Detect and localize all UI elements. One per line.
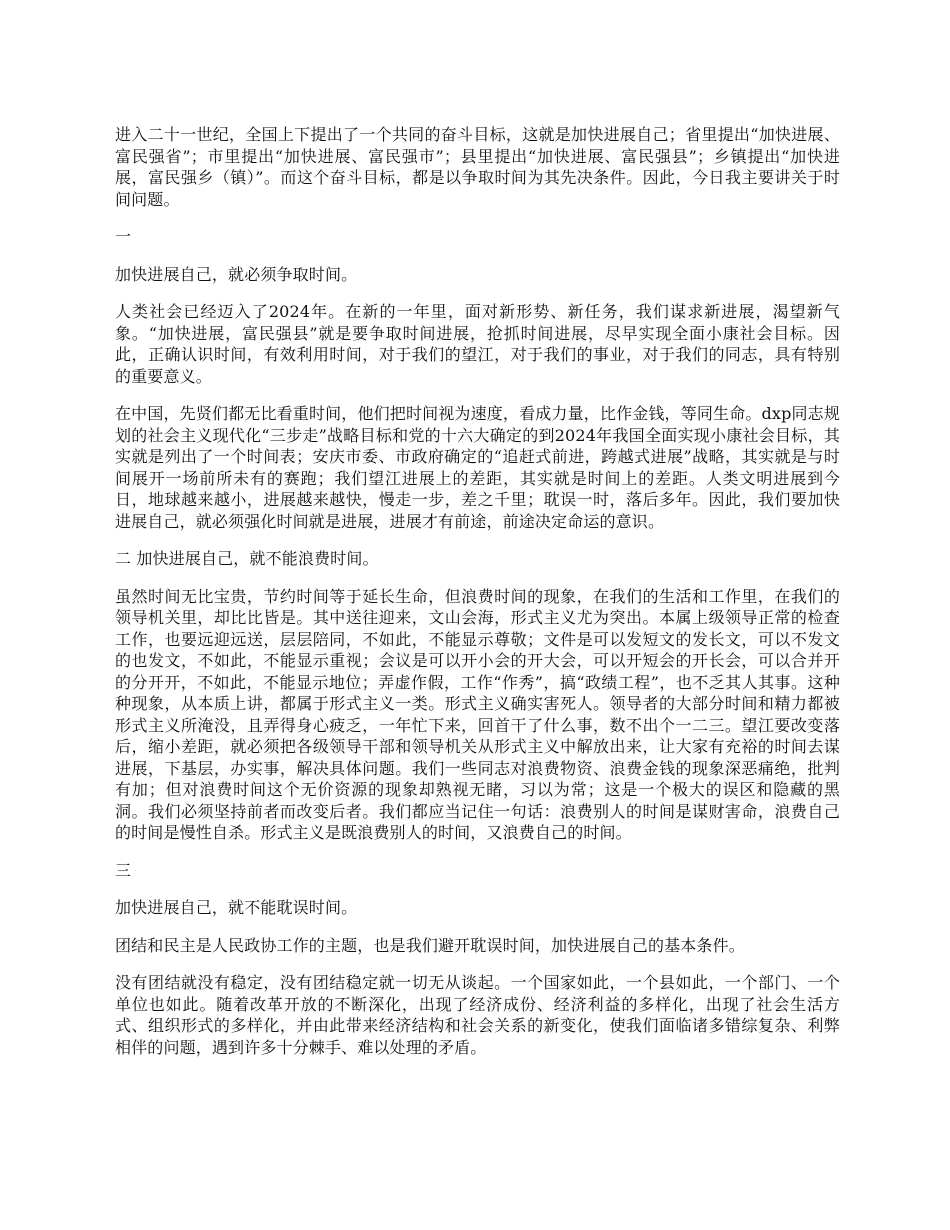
paragraph: 在中国，先贤们都无比看重时间，他们把时间视为速度，看成力量，比作金钱，等同生命。dxp同志规划的社会主义现代化“三步走”战略目标和党的十六大确定的到2024年我国全面实现小康社会目标，其实就是列出了一个时间表；安庆市委、市政府确定的“追赶式前进，跨越式进展”战略，其实就是与时间展开一场前所未有的赛跑；我们望江进展上的差距，其实就是时间上的差距。人类文明进展到今日，地球越来越小，进展越来越快，慢走一步，差之千里；耽误一时，落后多年。因此，我们要加快进展自己，就必须强化时间就是进展，进展才有前途，前途决定命运的意识。 — [115, 404, 840, 531]
section-title-two: 二 加快进展自己，就不能浪费时间。 — [115, 549, 379, 568]
section-title-three: 加快进展自己，就不能耽误时间。 — [115, 898, 358, 917]
document-body — [115, 124, 840, 1074]
paragraph-intro: 进入二十一世纪，全国上下提出了一个共同的奋斗目标，这就是加快进展自己；省里提出“加快进展、富民强省”；市里提出“加快进展、富民强市”；县里提出“加快进展、富民强县”；乡镇提出“加快进展，富民强乡（镇）”。而这个奋斗目标，都是以争取时间为其先决条件。因此，今日我主要讲关于时间问题。 — [115, 125, 840, 209]
section-title-one: 加快进展自己，就必须争取时间。 — [115, 264, 358, 284]
paragraph: 虽然时间无比宝贵，节约时间等于延长生命，但浪费时间的现象，在我们的生活和工作里，在我们的领导机关里，却比比皆是。其中送往迎来，文山会海，形式主义尤为突出。本属上级领导正常的检查工作，也要远迎远送，层层陪同，不如此，不能显示尊敬；文件是可以发短文的发长文，可以不发文的也发文，不如此，不能显示重视；会议是可以开小会的开大会，可以开短会的开长会，可以合并开的分开开，不如此，不能显示地位；弄虚作假，工作“作秀”，搞“政绩工程”，也不乏其人其事。这种种现象，从本质上讲，都属于形式主义一类。形式主义确实害死人。领导者的大部分时间和精力都被形式主义所淹没，且弄得身心疲乏，一年忙下来，回首干了什么事，数不出个一二三。望江要改变落后，缩小差距，就必须把各级领导干部和领导机关从形式主义中解放出来，让大家有充裕的时间去谋进展，下基层，办实事，解决具体问题。我们一些同志对浪费物资、浪费金钱的现象深恶痛绝，批判有加；但对浪费时间这个无价资源的现象却熟视无睹，习以为常；这是一个极大的误区和隐藏的黑洞。我们必须坚持前者而改变后者。我们都应当记住一句话：浪费别人的时间是谋财害命，浪费自己的时间是慢性自杀。形式主义是既浪费别人的时间，又浪费自己的时间。 — [115, 586, 840, 842]
paragraph: 没有团结就没有稳定，没有团结稳定就一切无从谈起。一个国家如此，一个县如此，一个部门、一个单位也如此。随着改革开放的不断深化，出现了经济成份、经济利益的多样化，出现了社会生活方式、组织形式的多样化，并由此带来经济结构和社会关系的新变化，使我们面临诸多错综复杂、利弊相伴的问题，遇到许多十分棘手、难以处理的矛盾。 — [115, 973, 840, 1057]
paragraph: 人类社会已经迈入了2024年。在新的一年里，面对新形势、新任务，我们谋求新进展，渴望新气象。“加快进展，富民强县”就是要争取时间进展，抢抓时间进展，尽早实现全面小康社会目标。因此，正确认识时间，有效利用时间，对于我们的望江，对于我们的事业，对于我们的同志，具有特别的重要意义。 — [115, 302, 840, 386]
section-heading-one: 一 — [115, 227, 132, 246]
paragraph: 团结和民主是人民政协工作的主题，也是我们避开耽误时间，加快进展自己的基本条件。 — [115, 935, 745, 955]
section-heading-three: 三 — [115, 860, 132, 880]
